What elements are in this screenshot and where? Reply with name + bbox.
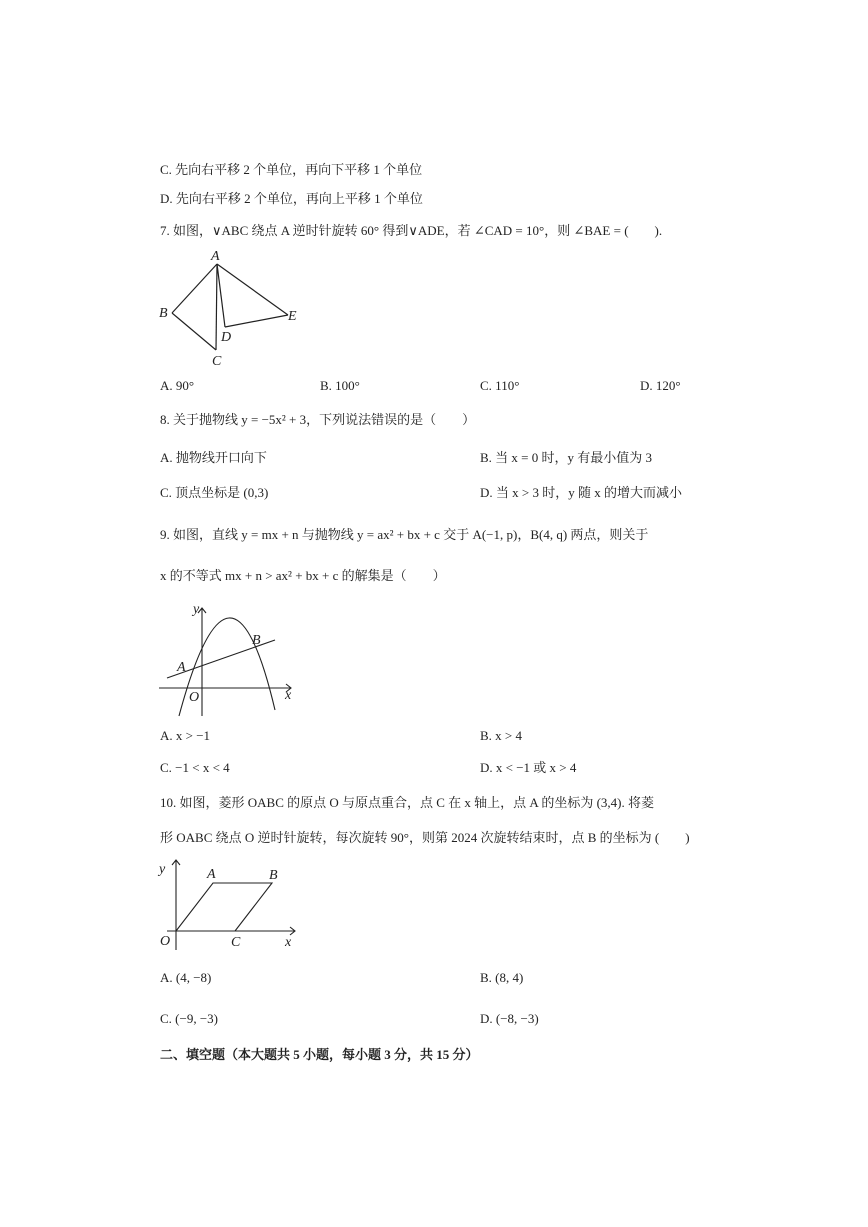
- q9-label-b: B: [252, 633, 261, 648]
- q10-option-d: D. (−8, −3): [480, 1011, 539, 1026]
- q10-label-b: B: [269, 868, 278, 883]
- q10-label-o: O: [160, 934, 171, 949]
- q9-label-a: A: [177, 660, 186, 675]
- q7-label-e: E: [288, 309, 297, 324]
- q10-option-c: C. (−9, −3): [160, 1011, 218, 1026]
- q7-label-b: B: [159, 306, 168, 321]
- q9-option-d: D. x < −1 或 x > 4: [480, 760, 577, 775]
- q10-rhombus-figure: [155, 855, 305, 955]
- q8-option-a: A. 抛物线开口向下: [160, 450, 267, 465]
- q10-option-a: A. (4, −8): [160, 970, 212, 985]
- q7-option-b: B. 100°: [320, 378, 360, 393]
- q6-option-c: C. 先向右平移 2 个单位，再向下平移 1 个单位: [160, 162, 423, 177]
- q8-option-c: C. 顶点坐标是 (0,3): [160, 485, 269, 500]
- q10-label-x: x: [285, 935, 292, 950]
- q9-label-x: x: [285, 688, 292, 703]
- q7-label-c: C: [212, 354, 222, 369]
- q7-option-a: A. 90°: [160, 378, 195, 393]
- q9-option-a: A. x > −1: [160, 728, 211, 743]
- q9-label-o: O: [189, 690, 200, 705]
- q6-option-d: D. 先向右平移 2 个单位，再向上平移 1 个单位: [160, 191, 423, 206]
- q9-option-c: C. −1 < x < 4: [160, 760, 230, 775]
- q7-label-d: D: [221, 330, 232, 345]
- q7-label-a: A: [211, 249, 220, 264]
- q8-option-b: B. 当 x = 0 时，y 有最小值为 3: [480, 450, 653, 465]
- q7-option-d: D. 120°: [640, 378, 681, 393]
- q8-stem: 8. 关于抛物线 y = −5x² + 3，下列说法错误的是（ ）: [160, 412, 476, 427]
- q7-triangle-figure: [155, 245, 315, 370]
- q8-option-d: D. 当 x > 3 时，y 随 x 的增大而减小: [480, 485, 682, 500]
- q9-graph-figure: [155, 598, 300, 720]
- q7-stem: 7. 如图，∨ABC 绕点 A 逆时针旋转 60° 得到∨ADE，若 ∠CAD = 10°，则 ∠BAE = ( ).: [160, 223, 663, 238]
- q7-option-c: C. 110°: [480, 378, 520, 393]
- q9-stem-line1: 9. 如图，直线 y = mx + n 与抛物线 y = ax² + bx + c 交于 A(−1, p)，B(4, q) 两点，则关于: [160, 527, 649, 542]
- q9-label-y: y: [193, 602, 200, 617]
- q10-stem-line2: 形 OABC 绕点 O 逆时针旋转，每次旋转 90°，则第 2024 次旋转结束时，点 B 的坐标为 ( ): [160, 830, 690, 845]
- q10-label-a: A: [207, 867, 216, 882]
- q9-option-b: B. x > 4: [480, 728, 523, 743]
- q10-stem-line1: 10. 如图，菱形 OABC 的原点 O 与原点重合，点 C 在 x 轴上，点 A 的坐标为 (3,4). 将菱: [160, 795, 655, 810]
- q10-option-b: B. (8, 4): [480, 970, 524, 985]
- q10-label-y: y: [159, 862, 166, 877]
- q9-stem-line2: x 的不等式 mx + n > ax² + bx + c 的解集是（ ）: [160, 568, 446, 583]
- section-2-heading: 二、填空题（本大题共 5 小题，每小题 3 分，共 15 分）: [160, 1047, 479, 1062]
- q10-label-c: C: [231, 935, 241, 950]
